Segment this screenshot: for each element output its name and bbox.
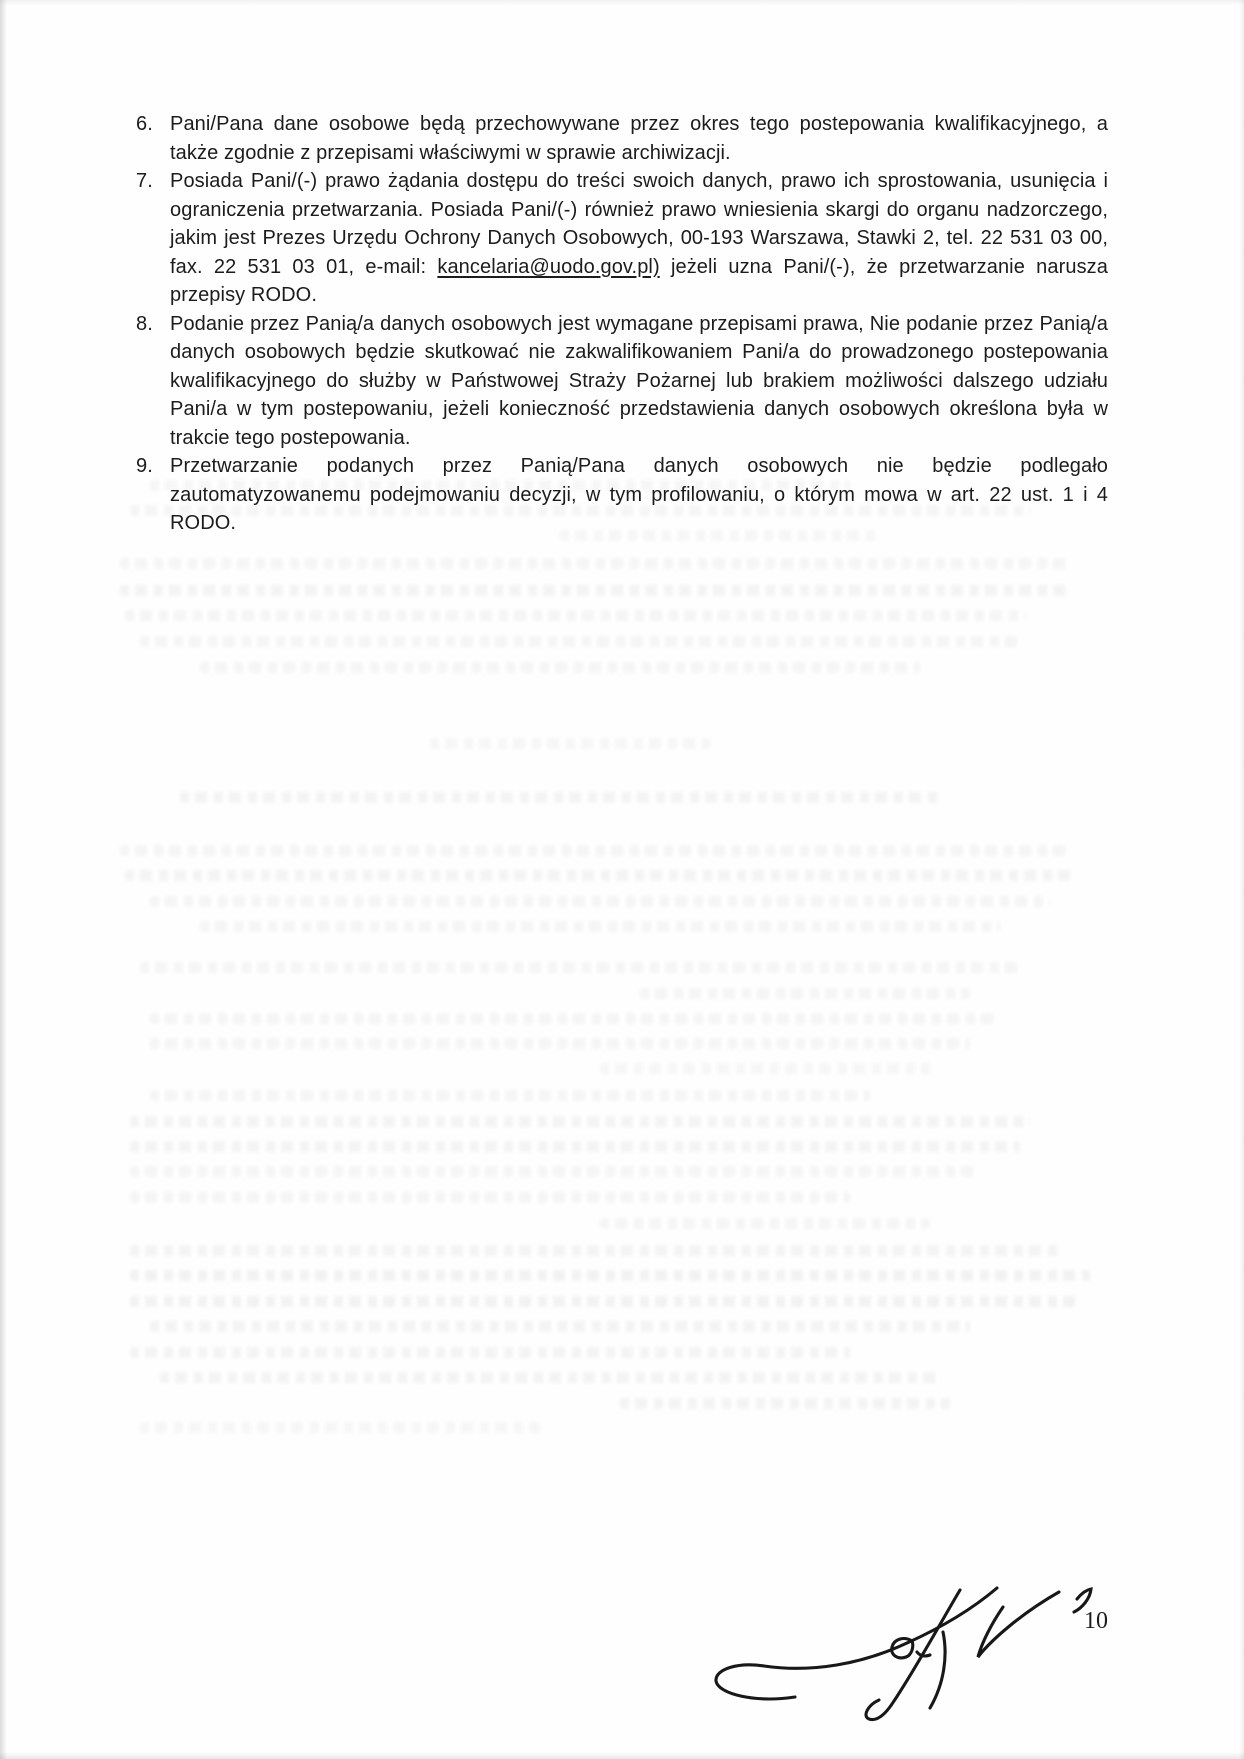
bleed-through-line: [430, 738, 710, 749]
bleed-through-line: [150, 1090, 870, 1101]
bleed-through-line: [150, 1013, 1000, 1024]
list-item-number: 6.: [136, 113, 153, 135]
bleed-through-line: [120, 558, 1070, 569]
list-item-number: 8.: [136, 312, 153, 335]
bleed-through-line: [600, 1218, 930, 1229]
scan-edge-shadow-top: [0, 0, 1244, 5]
bleed-through-line: [140, 962, 1020, 973]
list-item-number: 7.: [136, 170, 153, 192]
bleed-through-line: [140, 636, 1020, 647]
email-link[interactable]: kancelaria@uodo.gov.pl): [437, 255, 660, 278]
bleed-through-line: [150, 1321, 970, 1332]
bleed-through-line: [130, 1347, 850, 1358]
bleed-through-line: [620, 1398, 950, 1409]
clause-7-text-before-email: Posiada Pani/(-) prawo żądania dostępu do treści swoich danych, prawo ich sprostowania, usunięcia i ograniczenia przetwarzania. Posiada Pani/(-) również prawo wniesienia skargi do organu nadzorczego, jakim jest Prezes Urzędu Ochrony Danych Osobowych, 00-193 Warszawa, Stawki 2, tel. 22 531 03 00, fax. 22 531 03 01, e-mail:: [170, 170, 1108, 278]
list-item: [136, 452, 1108, 538]
clause-8-text: Podanie przez Panią/a danych osobowych jest wymagane przepisami prawa, Nie podanie przez Panią/a danych osobowych będzie skutkować nie zakwalifikowaniem Pani/a do prowadzonego postepowania kwalifikacyjnego do służby w Państwowej Straży Pożarnej lub brakiem możliwości dalszego udziału Pani/a w tym postepowaniu, jeżeli konieczność przedstawienia danych osobowych określona była w trakcie tego postepowania.: [170, 312, 1108, 449]
bleed-through-line: [200, 662, 920, 673]
bleed-through-line: [150, 896, 1050, 907]
bleed-through-line: [130, 1270, 1090, 1281]
clause-9-text: Przetwarzanie podanych przez Panią/Pana danych osobowych nie będzie podlegało zautomatyzowanemu podejmowaniu decyzji, w tym profilowaniu, o którym mowa w art. 22 ust. 1 i 4 RODO.: [170, 455, 1108, 534]
bleed-through-line: [130, 1166, 980, 1177]
clause-7-text-after-email: jeżeli uzna Pani/(-), że przetwarzanie narusza przepisy RODO.: [170, 255, 1109, 306]
bleed-through-line: [180, 792, 940, 803]
clause-6-text: Pani/Pana dane osobowe będą przechowywane przez okres tego postepowania kwalifikacyjnego, a także zgodnie z przepisami właściwymi w sprawie archiwizacji.: [170, 113, 1108, 164]
scan-edge-shadow-left: [0, 0, 7, 1759]
bleed-through-line: [140, 1422, 540, 1433]
bleed-through-line: [160, 1372, 940, 1383]
list-item: [136, 310, 1108, 453]
bleed-through-line: [640, 988, 970, 999]
bleed-through-line: [600, 1063, 930, 1074]
bleed-through-line: [130, 1296, 1080, 1307]
bleed-through-line: [120, 585, 1070, 596]
bleed-through-line: [125, 610, 1025, 621]
bleed-through-line: [125, 870, 1075, 881]
bleed-through-line: [130, 1116, 1030, 1127]
page-number: 10: [1084, 1608, 1108, 1634]
list-item: [136, 110, 1108, 167]
bleed-through-line: [130, 1192, 850, 1203]
bleed-through-line: [130, 1245, 1060, 1256]
bleed-through-line: [130, 1141, 1020, 1152]
scan-edge-shadow-right: [1239, 0, 1244, 1759]
handwritten-signature: [700, 1572, 1110, 1757]
numbered-clause-list: [136, 110, 1108, 538]
list-item: [136, 167, 1108, 310]
list-item-number: 9.: [136, 455, 153, 477]
clause-7-text: [170, 167, 1108, 310]
bleed-through-line: [120, 845, 1070, 856]
bleed-through-line: [150, 1038, 970, 1049]
bleed-through-line: [200, 921, 1000, 932]
